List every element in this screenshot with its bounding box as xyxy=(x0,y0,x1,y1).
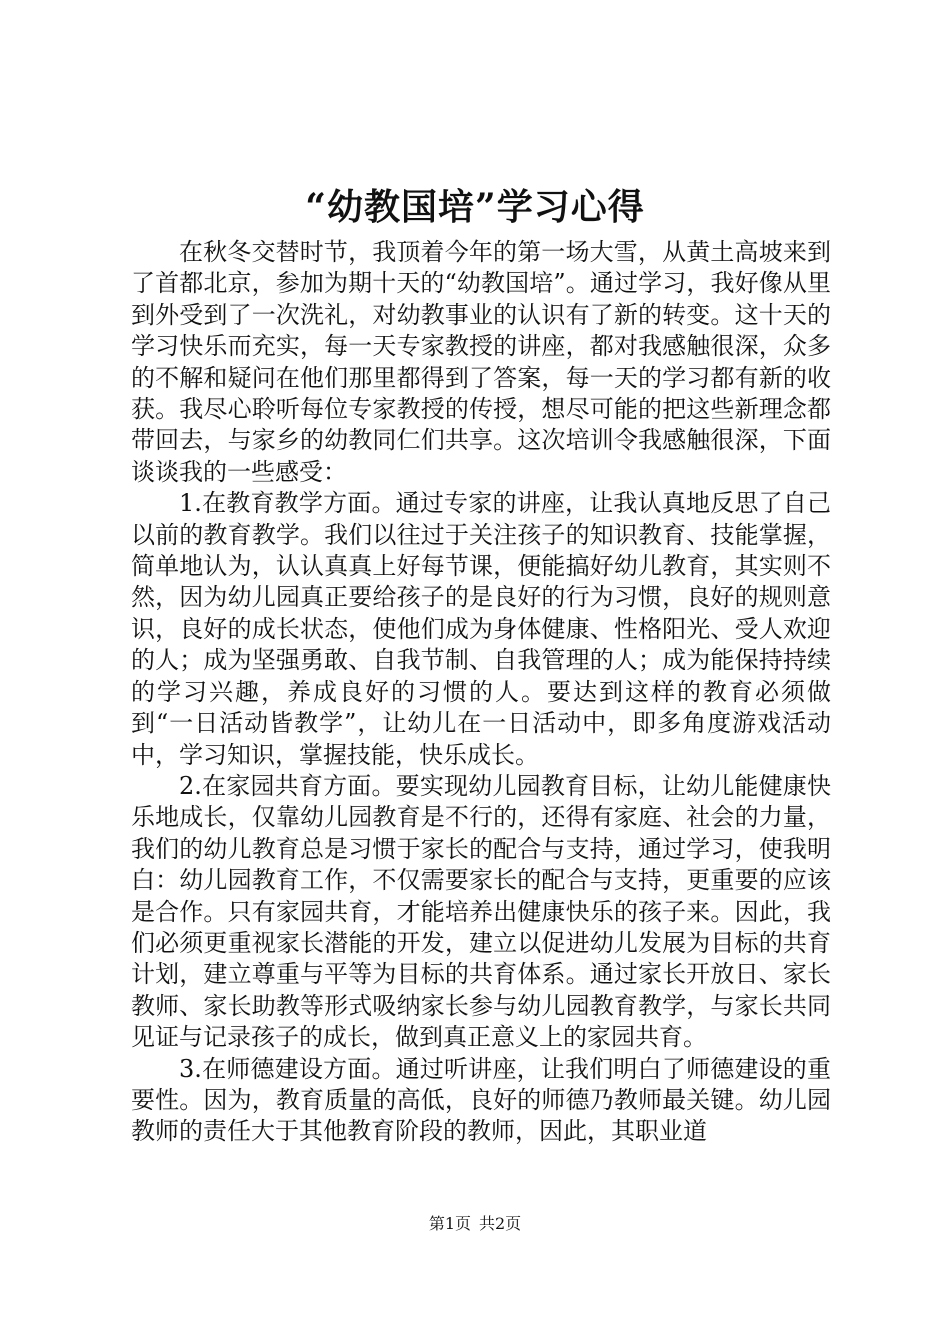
document-title: “幼教国培”学习心得 xyxy=(305,186,645,228)
page-footer xyxy=(0,1214,950,1234)
document-body xyxy=(131,237,831,1148)
page-total: 共2页 xyxy=(479,1214,522,1233)
paragraph-ethics: 3.在师德建设方面。通过听讲座，让我们明白了师德建设的重要性。因为，教育质量的高低，良好的师德乃教师最关键。幼儿园教师的责任大于其他教育阶段的教师，因此，其职业道 xyxy=(131,1054,831,1146)
paragraph-teaching: 1.在教育教学方面。通过专家的讲座，让我认真地反思了自己以前的教育教学。我们以往过于关注孩子的知识教育、技能掌握，简单地认为，认认真真上好每节课，便能搞好幼儿教育，其实则不然，因为幼儿园真正要给孩子的是良好的行为习惯，良好的规则意识，良好的成长状态，使他们成为身体健康、性格阳光、受人欢迎的人；成为坚强勇敢、自我节制、自我管理的人；成为能保持持续的学习兴趣，养成良好的习惯的人。要达到这样的教育必须做到“一日活动皆教学”，让幼儿在一日活动中，即多角度游戏活动中，学习知识，掌握技能，快乐成长。 xyxy=(131,489,831,769)
page-number: 第1页 xyxy=(428,1214,471,1233)
paragraph-intro: 在秋冬交替时节，我顶着今年的第一场大雪，从黄土高坡来到了首都北京，参加为期十天的“幼教国培”。通过学习，我好像从里到外受到了一次洗礼，对幼教事业的认识有了新的转变。这十天的学习快乐而充实，每一天专家教授的讲座，都对我感触很深，众多的不解和疑问在他们那里都得到了答案，每一天的学习都有新的收获。我尽心聆听每位专家教授的传授，想尽可能的把这些新理念都带回去，与家乡的幼教同仁们共享。这次培训令我感触很深，下面谈谈我的一些感受： xyxy=(131,238,831,486)
paragraph-home-school: 2.在家园共育方面。要实现幼儿园教育目标，让幼儿能健康快乐地成长，仅靠幼儿园教育是不行的，还得有家庭、社会的力量，我们的幼儿教育总是习惯于家长的配合与支持，通过学习，使我明白：幼儿园教育工作，不仅需要家长的配合与支持，更重要的应该是合作。只有家园共育，才能培养出健康快乐的孩子来。因此，我们必须更重视家长潜能的开发，建立以促进幼儿发展为目标的共育计划，建立尊重与平等为目标的共育体系。通过家长开放日、家长教师、家长助教等形式吸纳家长参与幼儿园教育教学，与家长共同见证与记录孩子的成长，做到真正意义上的家园共育。 xyxy=(131,771,831,1052)
